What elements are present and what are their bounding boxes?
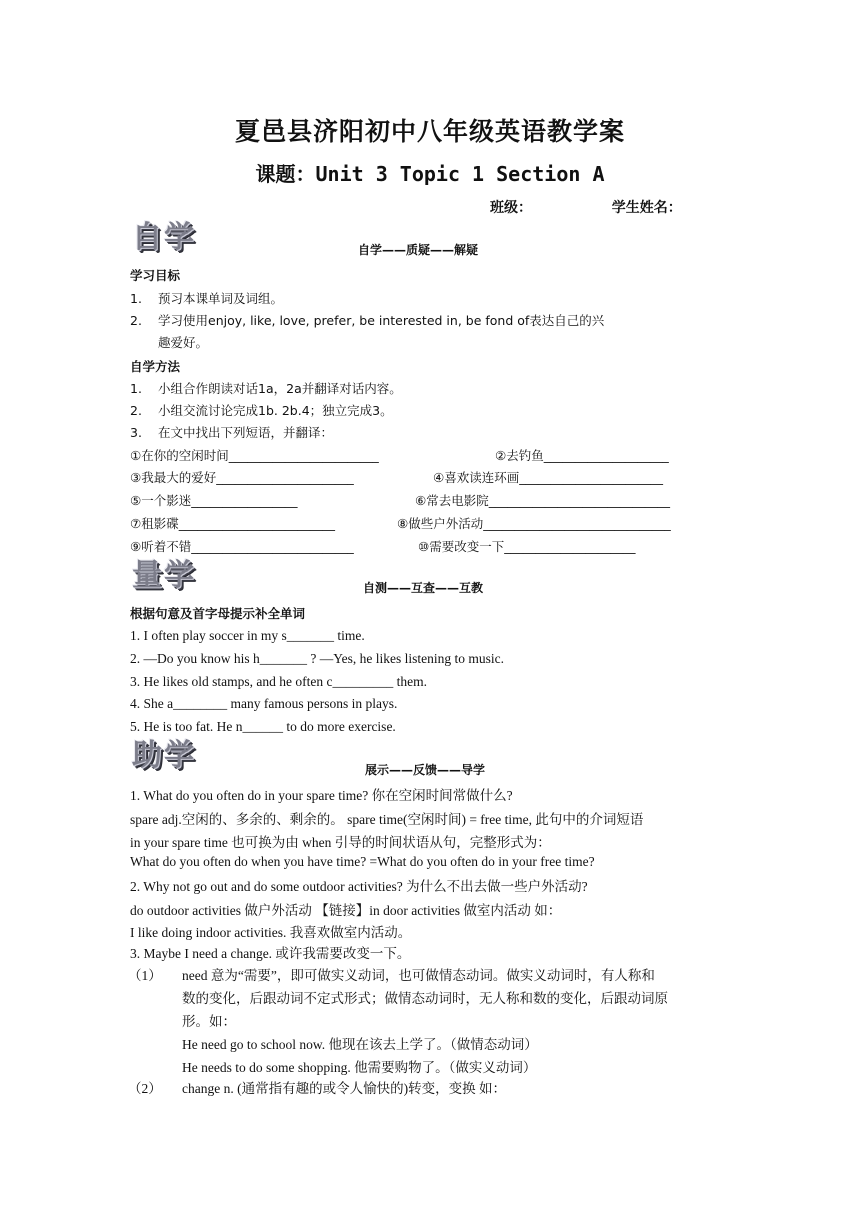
student-name-label: 学生姓名： [611,200,682,216]
sub-point-line: He needs to do some shopping. 他需要购物了。（做实义动词） [182,1060,537,1075]
zixue-badge: 自学 [132,222,218,254]
method-item: 2. 小组交流讨论完成1b. 2b.4；独立完成3。 [130,403,393,418]
sub-point-line: need 意为“需要”，即可做实义动词，也可做情态动词。做实义动词时，有人称和 [182,968,655,983]
note-line: 1. What do you often do in your spare time? 你在空闲时间常做什么? [130,788,513,803]
sub-point-number: （1） [128,968,162,983]
method-item: 3. 在文中找出下列短语，并翻译： [130,425,334,440]
sub-point-line: He need go to school now. 他现在该去上学了。（做情态动词） [182,1037,538,1052]
phrase-right: ⑥常去电影院_____________________________ [415,493,670,508]
exercise-item: 5. He is too fat. He n______ to do more exercise. [130,719,396,734]
phrase-left: ⑦租影碟_________________________ [130,516,335,531]
class-name-line [490,197,682,217]
zhuxue-badge: 助学 [132,740,218,772]
phrase-right: ⑧做些户外活动______________________________ [397,516,671,531]
phrase-right: ②去钓鱼____________________ [495,448,669,463]
goal-item: 2. 学习使用enjoy, like, love, prefer, be interested in, be fond of表达自己的兴 [130,313,605,328]
note-line: 3. Maybe I need a change. 或许我需要改变一下。 [130,946,411,961]
exercise-item: 1. I often play soccer in my s_______ time. [130,628,365,643]
note-line: I like doing indoor activities. 我喜欢做室内活动。 [130,925,412,940]
exercise-item: 3. He likes old stamps, and he often c_________ them. [130,674,427,689]
note-line: What do you often do when you have time? =What do you often do in your free time? [130,854,595,869]
exercise-item: 2. —Do you know his h_______ ? —Yes, he likes listening to music. [130,651,504,666]
goal-item: 1. 预习本课单词及词组。 [130,291,284,306]
method-item: 1. 小组合作朗读对话1a，2a并翻译对话内容。 [130,381,402,396]
liangxue-section-title: 自测——互查——互教 [363,581,484,595]
zhuxue-section-title: 展示——反馈——导学 [365,763,486,777]
zixue-section-title: 自学——质疑——解疑 [358,243,479,257]
note-line: 2. Why not go out and do some outdoor activities? 为什么不出去做一些户外活动? [130,879,588,894]
exercise-item: 4. She a________ many famous persons in plays. [130,696,398,711]
goals-heading: 学习目标 [130,268,181,283]
page-title: 夏邑县济阳初中八年级英语教学案 [234,117,625,146]
note-line: spare adj.空闲的、多余的、剩余的。 spare time(空闲时间) = free time, 此句中的介词短语 [130,812,644,827]
lesson-subtitle: 课题：Unit 3 Topic 1 Section A [255,162,605,186]
phrase-left: ⑨听着不错__________________________ [130,539,354,554]
class-label: 班级： [490,200,532,216]
methods-heading: 自学方法 [130,359,181,374]
liangxue-badge: 量学 [132,560,218,592]
note-line: in your spare time 也可换为由 when 引导的时间状语从句，完整形式为： [130,835,551,850]
phrase-right: ⑩需要改变一下_____________________ [418,539,636,554]
goal-item: 趣爱好。 [158,335,209,350]
sub-point-line: change n. (通常指有趣的或令人愉快的)转变，变换 如： [182,1081,506,1096]
sub-point-number: （2） [128,1081,162,1096]
phrase-right: ④喜欢读连环画_______________________ [433,470,663,485]
phrase-left: ①在你的空闲时间________________________ [130,448,379,463]
fill-blank-heading: 根据句意及首字母提示补全单词 [130,606,306,621]
phrase-left: ③我最大的爱好______________________ [130,470,354,485]
phrase-left: ⑤一个影迷_________________ [130,493,298,508]
note-line: do outdoor activities 做户外活动 【链接】in door activities 做室内活动 如： [130,903,562,918]
sub-point-line: 数的变化，后跟动词不定式形式；做情态动词时，无人称和数的变化，后跟动词原 [182,991,668,1006]
sub-point-line: 形。如： [182,1014,236,1029]
